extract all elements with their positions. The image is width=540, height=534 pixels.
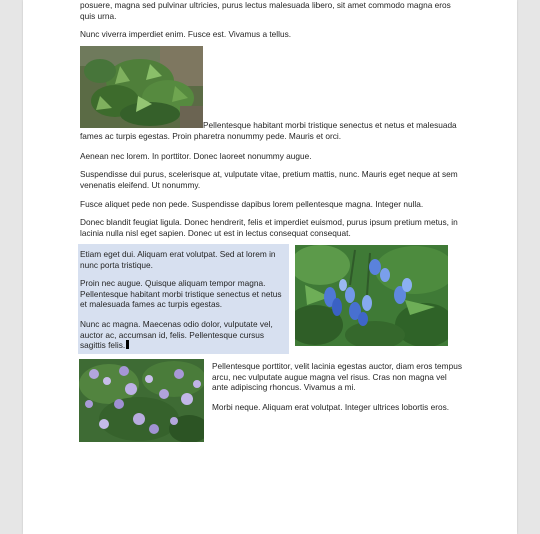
selected-paragraph-3[interactable] bbox=[80, 319, 290, 351]
selected-paragraph-3-text: Nunc ac magna. Maecenas odio dolor, vulputate vel, auctor ac, accumsan id, felis. Pellentesque cursus sagittis felis. bbox=[80, 319, 273, 351]
paragraph-9[interactable]: Morbi neque. Aliquam erat volutpat. Integer ultrices lobortis eros. bbox=[212, 402, 450, 412]
plant-photo[interactable] bbox=[80, 46, 203, 128]
selected-paragraph-1[interactable]: Etiam eget dui. Aliquam erat volutpat. Sed at lorem in nunc porta tristique. bbox=[80, 249, 276, 270]
document-page[interactable] bbox=[23, 0, 517, 534]
paragraph-7[interactable]: Donec blandit feugiat ligula. Donec hendrerit, felis et imperdiet euismod, purus ipsum pretium metus, in lacinia nulla nisl eget sapien. Donec ut est in lectus consequat consequat. bbox=[80, 217, 458, 238]
paragraph-2[interactable]: Nunc viverra imperdiet enim. Fusce est. Vivamus a tellus. bbox=[80, 29, 292, 39]
bluebell-flowers-photo[interactable] bbox=[295, 245, 448, 346]
paragraph-6[interactable]: Fusce aliquet pede non pede. Suspendisse dapibus lorem pellentesque magna. Integer nulla. bbox=[80, 199, 424, 209]
paragraph-1[interactable]: posuere, magna sed pulvinar ultricies, purus lectus malesuada libero, sit amet commodo magna eros quis urna. bbox=[80, 0, 451, 21]
paragraph-3-text: Pellentesque habitant morbi tristique senectus et netus et malesuada fames ac turpis egestas. Proin pharetra nonummy pede. Mauris et orci. bbox=[80, 120, 457, 141]
paragraph-8[interactable]: Pellentesque porttitor, velit lacinia egestas auctor, diam eros tempus arcu, nec vulputate augue magna vel risus. Cras non magna vel ante adipiscing rhoncus. Vivamus a mi. bbox=[212, 361, 462, 393]
purple-flowers-photo[interactable] bbox=[79, 359, 204, 442]
selected-paragraph-2[interactable]: Proin nec augue. Quisque aliquam tempor magna. Pellentesque habitant morbi tristique senectus et netus et malesuada fames ac turpis egestas. bbox=[80, 278, 282, 310]
paragraph-5[interactable]: Suspendisse dui purus, scelerisque at, vulputate vitae, pretium mattis, nunc. Mauris eget neque at sem venenatis eleifend. Ut nonummy. bbox=[80, 169, 458, 190]
paragraph-3[interactable] bbox=[80, 120, 463, 141]
text-cursor bbox=[126, 340, 129, 349]
paragraph-4[interactable]: Aenean nec lorem. In porttitor. Donec laoreet nonummy augue. bbox=[80, 151, 312, 161]
